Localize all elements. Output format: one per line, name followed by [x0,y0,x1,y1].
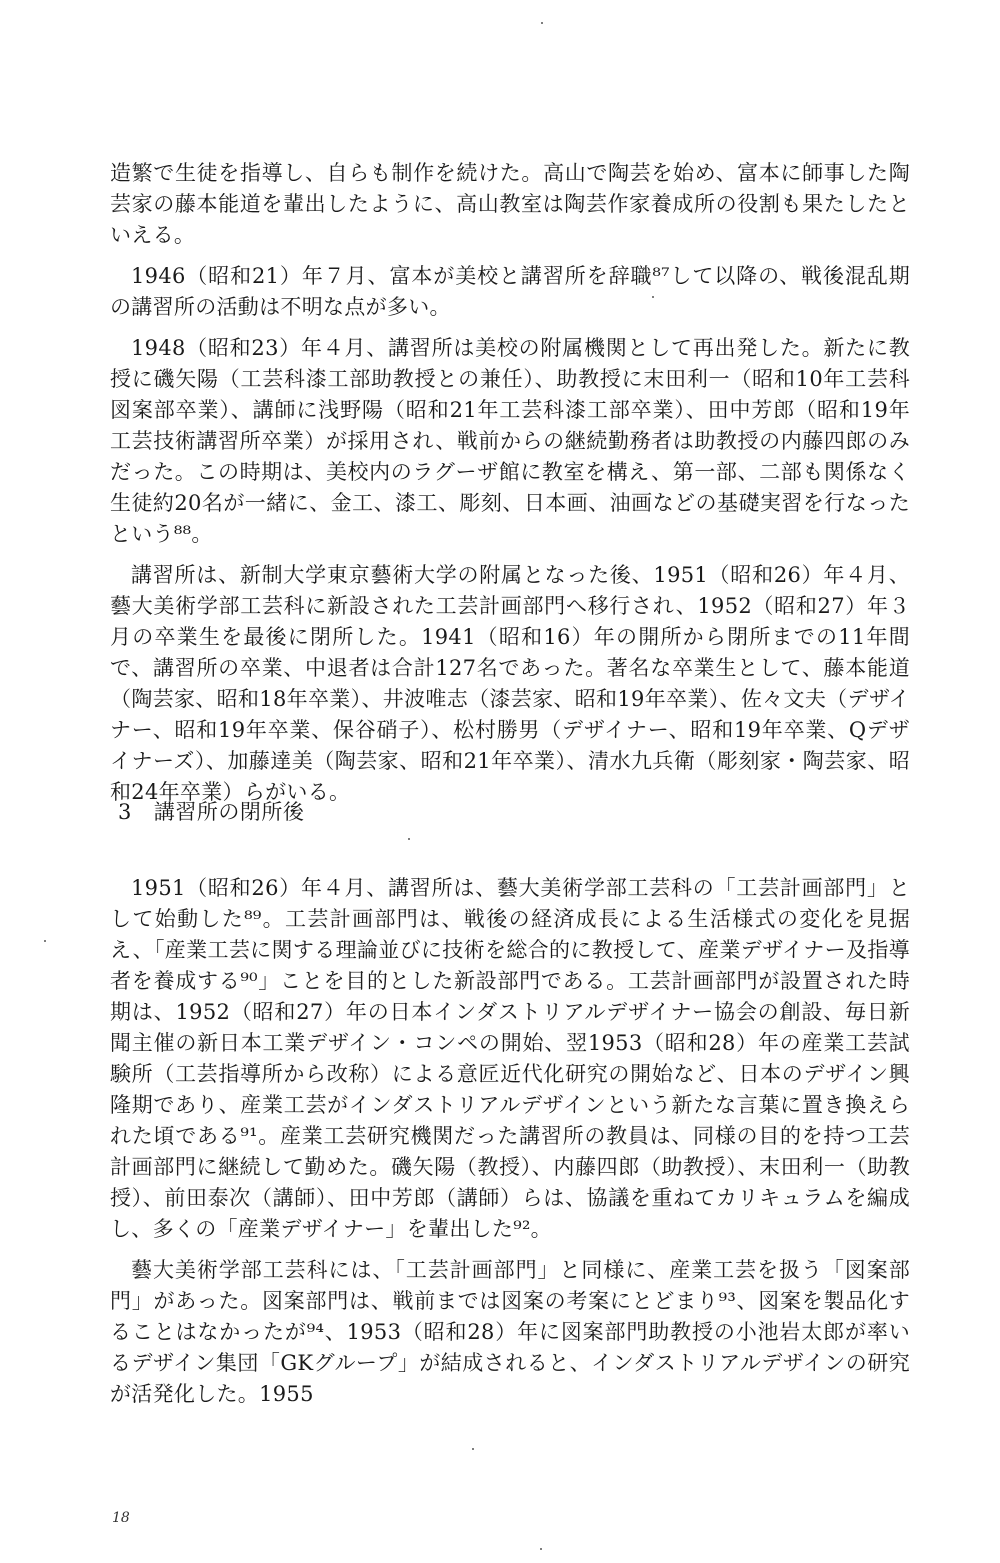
paragraph-continuation: 造繁で生徒を指導し、自らも制作を続けた。高山で陶芸を始め、富本に師事した陶芸家の藤本能道を輩出したように、高山教室は陶芸作家養成所の役割も果たしたといえる。 [110,161,910,247]
paragraph-1946: 1946（昭和21）年７月、富本が美校と講習所を辞職⁸⁷して以降の、戦後混乱期の講習所の活動は不明な点が多い。 [110,264,910,319]
scan-speck [44,940,46,942]
body-text-upper [110,158,910,808]
section-number: 3 [118,800,132,824]
scan-speck [540,1548,542,1550]
scan-speck [408,838,410,840]
scan-speck [541,22,543,24]
scan-speck [652,296,654,298]
section-title: 講習所の閉所後 [153,800,305,824]
body-text-lower [110,873,910,1410]
paragraph-closure-graduates: 講習所は、新制大学東京藝術大学の附属となった後、1951（昭和26）年４月、藝大美術学部工芸科に新設された工芸計画部門へ移行され、1952（昭和27）年３月の卒業生を最後に閉所した。1941（昭和16）年の開所から閉所までの11年間で、講習所の卒業、中退者は合計127名であった。著名な卒業生として、藤本能道（陶芸家、昭和18年卒業）、井波唯志（漆芸家、昭和19年卒業）、佐々文夫（デザイナー、昭和19年卒業、保谷硝子）、松村勝男（デザイナー、昭和19年卒業、Qデザイナーズ）、加藤達美（陶芸家、昭和21年卒業）、清水九兵衛（彫刻家・陶芸家、昭和24年卒業）らがいる。 [110,563,910,804]
section-heading [118,797,304,828]
page-number: 18 [112,1510,130,1526]
scan-speck [472,1448,474,1450]
paragraph-1951: 1951（昭和26）年４月、講習所は、藝大美術学部工芸科の「工芸計画部門」として始動した⁸⁹。工芸計画部門は、戦後の経済成長による生活様式の変化を見据え、「産業工芸に関する理論並びに技術を総合的に教授して、産業デザイナー及指導者を養成する⁹⁰」ことを目的とした新設部門である。工芸計画部門が設置された時期は、1952（昭和27）年の日本インダストリアルデザイナー協会の創設、毎日新聞主催の新日本工業デザイン・コンペの開始、翌1953（昭和28）年の産業工芸試験所（工芸指導所から改称）による意匠近代化研究の開始など、日本のデザイン興隆期であり、産業工芸がインダストリアルデザインという新たな言葉に置き換えられた頃である⁹¹。産業工芸研究機関だった講習所の教員は、同様の目的を持つ工芸計画部門に継続して勤めた。磯矢陽（教授）、内藤四郎（助教授）、末田利一（助教授）、前田泰次（講師）、田中芳郎（講師）らは、協議を重ねてカリキュラムを編成し、多くの「産業デザイナー」を輩出した⁹²。 [110,876,910,1241]
paragraph-1948: 1948（昭和23）年４月、講習所は美校の附属機関として再出発した。新たに教授に磯矢陽（工芸科漆工部助教授との兼任）、助教授に末田利一（昭和10年工芸科図案部卒業）、講師に浅野陽（昭和21年工芸科漆工部卒業）、田中芳郎（昭和19年工芸技術講習所卒業）が採用され、戦前からの継続勤務者は助教授の内藤四郎のみだった。この時期は、美校内のラグーザ館に教室を構え、第一部、二部も関係なく生徒約20名が一緒に、金工、漆工、彫刻、日本画、油画などの基礎実習を行なったという⁸⁸。 [110,336,910,546]
paragraph-design-department: 藝大美術学部工芸科には、「工芸計画部門」と同様に、産業工芸を扱う「図案部門」があった。図案部門は、戦前までは図案の考案にとどまり⁹³、図案を製品化することはなかったが⁹⁴、1953（昭和28）年に図案部門助教授の小池岩太郎が率いるデザイン集団「GKグループ」が結成されると、インダストリアルデザインの研究が活発化した。1955 [110,1258,910,1406]
